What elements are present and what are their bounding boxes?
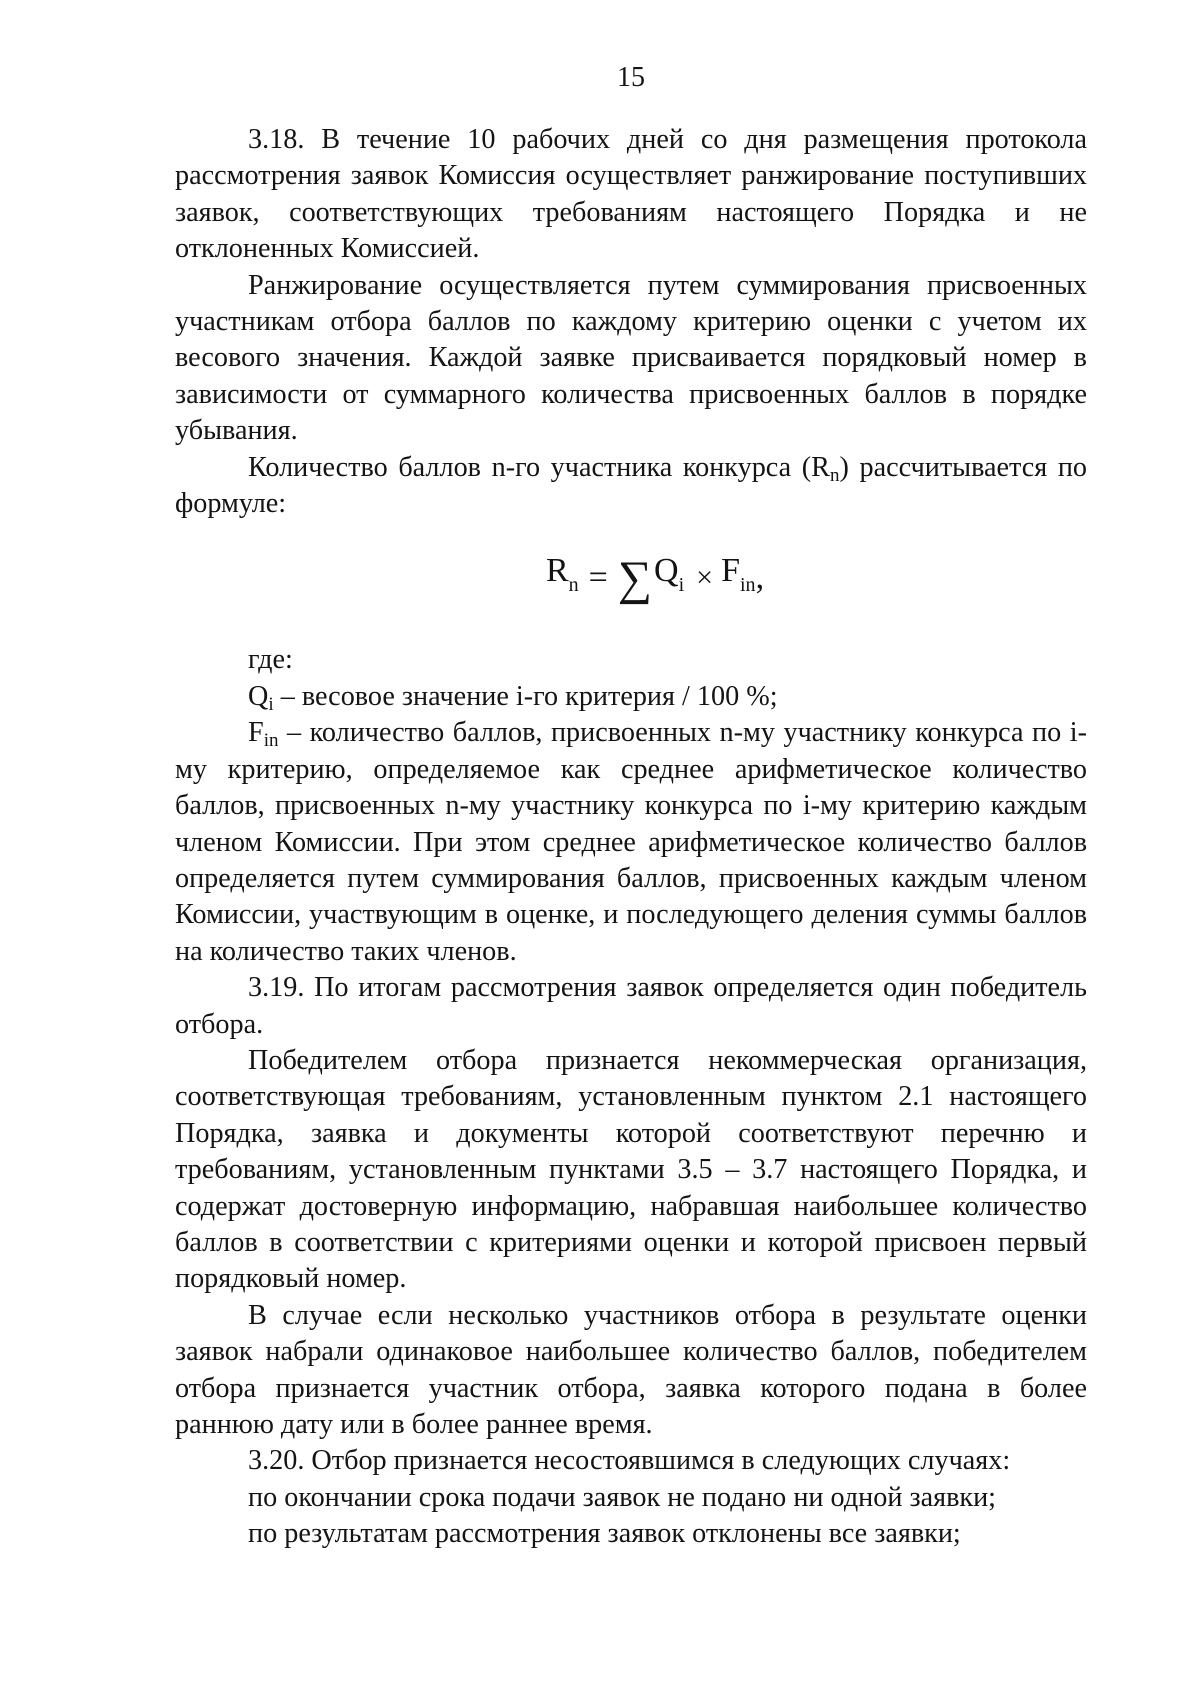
formula-comma: ,	[755, 559, 765, 597]
score-count-subscript: n	[829, 464, 840, 486]
formula-times-sign: ×	[696, 561, 714, 595]
paragraph-ranking: Ранжирование осуществляется путем суммирования присвоенных участникам отбора баллов по каждому критерию оценки с учетом их весового значения. Каждой заявке присваивается порядковый номер в зависимости от суммарного количества присвоенных баллов в порядке убывания.	[175, 269, 1087, 447]
list-item-no-applications: по окончании срока подачи заявок не подано ни одной заявки;	[248, 1481, 996, 1513]
list-item-all-rejected: по результатам рассмотрения заявок отклонены все заявки;	[248, 1518, 961, 1550]
formula-q-term: $Q_i$	[654, 552, 685, 597]
ranking-formula	[175, 530, 1087, 626]
definition-q: $Q_i$ – весовое значение i-го критерия / 100 %;	[248, 680, 778, 715]
where-label: где:	[248, 644, 293, 676]
formula-lhs: $R_n$	[545, 552, 579, 597]
paragraph-3-19: 3.19. По итогам рассмотрения заявок определяется один победитель отбора.	[175, 972, 1087, 1040]
paragraph-3-20: 3.20. Отбор признается несостоявшимся в следующих случаях:	[248, 1445, 1011, 1477]
paragraph-score-count	[175, 450, 1087, 523]
score-count-text-end: ) рассчитывается по формуле:	[175, 451, 1087, 520]
formula-equals: =	[588, 559, 608, 597]
formula-f-term: $F_{in}$	[721, 552, 756, 597]
definition-f: $F_{in}$ – количество баллов, присвоенных n-му участнику конкурса по i-му критерию, определяемое как среднее арифметическое количество баллов, присвоенных n-му участнику конкурса по i-му критерию каждым членом Комиссии. При этом среднее арифметическое количество баллов определяется путем суммирования баллов, присвоенных каждым членом Комиссии, участвующим в оценке, и последующего деления суммы баллов на количество таких членов.	[175, 717, 1087, 967]
document-body	[175, 122, 1087, 1553]
paragraph-3-18: 3.18. В течение 10 рабочих дней со дня размещения протокола рассмотрения заявок Комиссия осуществляет ранжирование поступивших заявок, соответствующих требованиям настоящего Порядка и не отклоненных Комиссией.	[175, 124, 1087, 265]
formula-sum-sign: ∑	[617, 552, 653, 606]
paragraph-tie: В случае если несколько участников отбора в результате оценки заявок набрали одинаковое наибольшее количество баллов, победителем отбора признается участник отбора, заявка которого подана в более раннюю дату или в более раннее время.	[175, 1299, 1087, 1440]
score-count-text-start: Количество баллов n-го участника конкурса (R	[248, 451, 830, 483]
paragraph-winner: Победителем отбора признается некоммерческая организация, соответствующая требованиям, установленным пунктом 2.1 настоящего Порядка, заявка и документы которой соответствуют перечню и требованиям, установленным пунктами 3.5 – 3.7 настоящего Порядка, и содержат достоверную информацию, набравшая наибольшее количество баллов в соответствии с критериями оценки и которой присвоен первый порядковый номер.	[175, 1044, 1087, 1295]
page-number: 15	[617, 62, 645, 93]
